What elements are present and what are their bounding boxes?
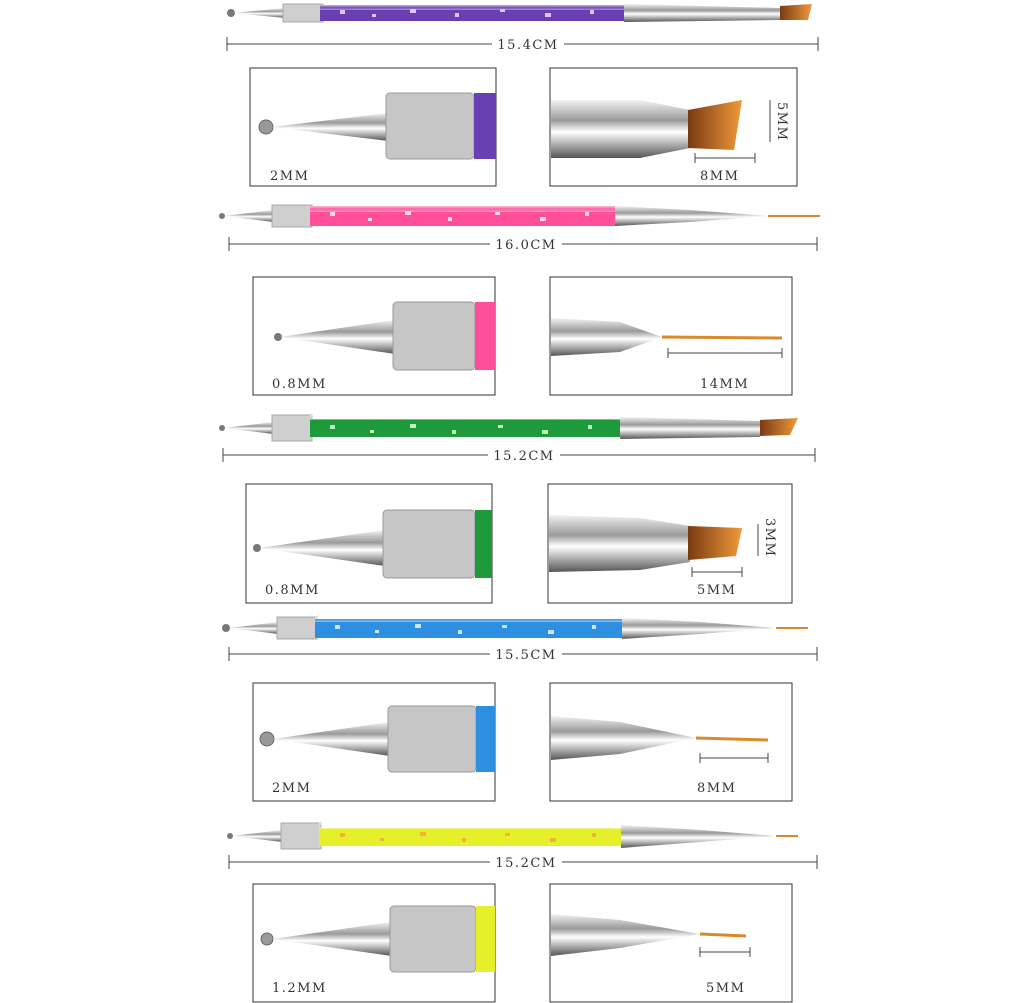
length-label: 15.5CM bbox=[495, 648, 557, 663]
dot-size-label: 1.2MM bbox=[272, 981, 327, 996]
tool-green-full-view bbox=[219, 415, 798, 441]
tool-pink bbox=[219, 205, 820, 395]
tip-size-label: 5MM bbox=[697, 583, 737, 598]
tip-size-label: 5MM bbox=[706, 981, 746, 996]
dotting-end-detail bbox=[253, 683, 495, 801]
tip-extra-label: 5MM bbox=[774, 102, 789, 142]
tip-size-label: 14MM bbox=[700, 377, 750, 392]
tool-green bbox=[219, 415, 815, 603]
dotting-end-detail bbox=[246, 484, 492, 603]
dot-size-label: 0.8MM bbox=[265, 583, 320, 598]
tool-purple-full-view bbox=[227, 4, 812, 22]
dotting-end-detail bbox=[250, 68, 496, 186]
length-label: 16.0CM bbox=[495, 238, 557, 253]
length-label: 15.2CM bbox=[493, 449, 555, 464]
brush-end-detail bbox=[550, 277, 792, 395]
length-label: 15.2CM bbox=[495, 856, 557, 871]
dot-size-label: 2MM bbox=[272, 781, 312, 796]
tool-purple bbox=[227, 4, 818, 186]
brush-end-detail bbox=[550, 68, 797, 186]
tool-yellow bbox=[227, 823, 817, 1002]
tool-pink-full-view bbox=[219, 205, 820, 227]
tip-size-label: 8MM bbox=[700, 169, 740, 184]
dotting-end-detail bbox=[253, 884, 495, 1002]
tip-size-label: 8MM bbox=[697, 781, 737, 796]
length-dimension-line bbox=[223, 447, 815, 464]
tip-extra-label: 3MM bbox=[762, 518, 777, 558]
brush-end-detail bbox=[548, 484, 792, 603]
dotting-end-detail bbox=[253, 277, 495, 395]
tool-blue-full-view bbox=[222, 617, 808, 639]
length-label: 15.4CM bbox=[497, 38, 559, 53]
length-dimension-line bbox=[229, 854, 817, 871]
length-dimension-line bbox=[229, 646, 817, 663]
dot-size-label: 0.8MM bbox=[272, 377, 327, 392]
dot-size-label: 2MM bbox=[270, 169, 310, 184]
tool-yellow-full-view bbox=[227, 823, 798, 849]
tool-blue bbox=[222, 617, 817, 801]
brush-end-detail bbox=[550, 884, 792, 1002]
brush-end-detail bbox=[550, 683, 792, 801]
length-dimension-line bbox=[227, 36, 818, 53]
length-dimension-line bbox=[229, 236, 817, 253]
